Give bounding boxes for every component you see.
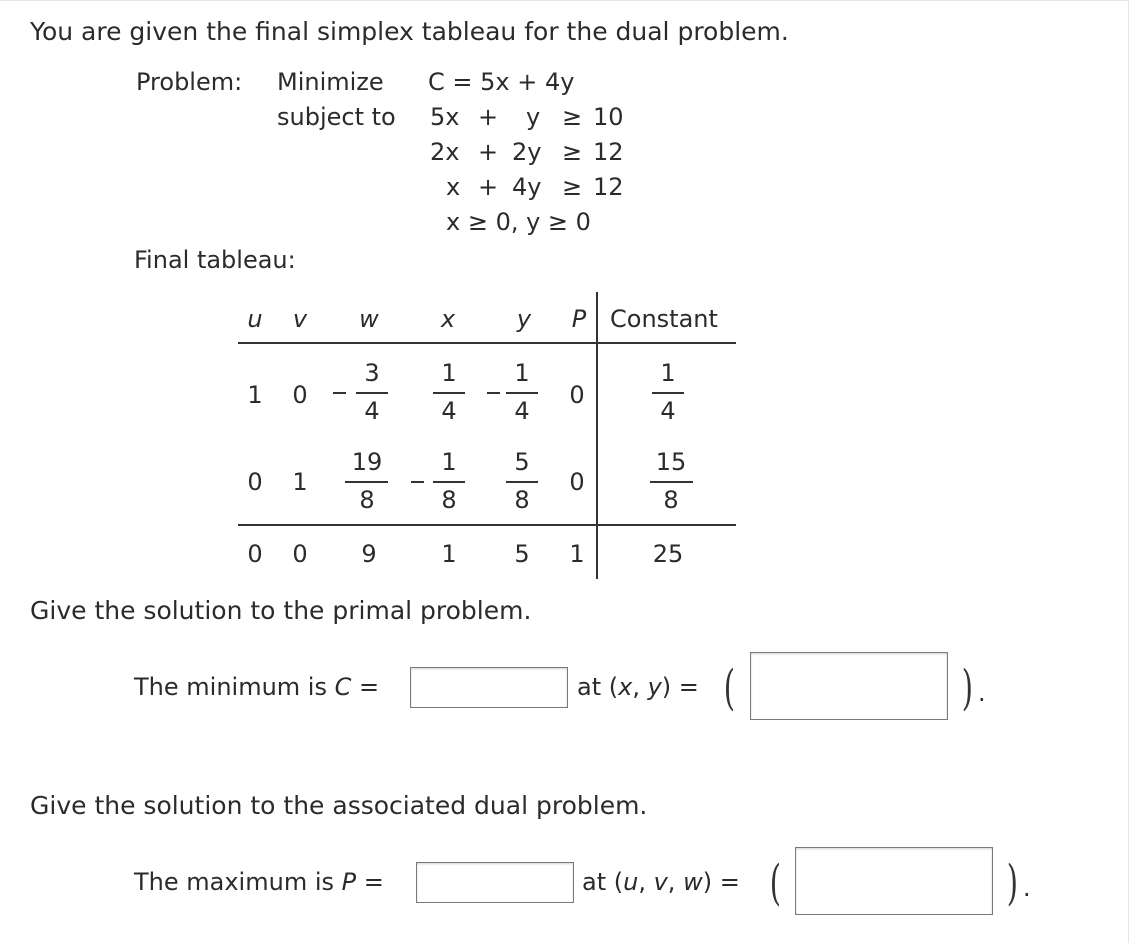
primal-point-input[interactable] xyxy=(750,652,948,720)
header-constant: Constant xyxy=(610,305,718,333)
r3-v: 0 xyxy=(292,540,308,568)
intro-text: You are given the final simplex tableau for the dual problem. xyxy=(30,17,789,46)
primal-left-paren: ( xyxy=(723,660,735,716)
minimum-label: The minimum is C = xyxy=(134,673,380,701)
dual-right-paren: ) xyxy=(1006,855,1018,911)
dual-prompt: Give the solution to the associated dual problem. xyxy=(30,791,648,820)
r2-u: 0 xyxy=(247,468,263,496)
problem-label: Problem: xyxy=(136,68,243,96)
r3-u: 0 xyxy=(247,540,263,568)
r1-p: 0 xyxy=(569,381,585,409)
r3-x: 1 xyxy=(441,540,457,568)
header-v: v xyxy=(292,305,308,333)
tableau-objective-rule xyxy=(238,524,736,526)
tableau-header-rule xyxy=(238,342,736,344)
minimize-word: Minimize xyxy=(277,68,384,96)
r2-p: 0 xyxy=(569,468,585,496)
header-y: y xyxy=(516,305,532,333)
dual-left-paren: ( xyxy=(769,855,781,911)
primal-period: . xyxy=(978,679,986,707)
constraint-4: x ≥ 0, y ≥ 0 xyxy=(446,208,591,236)
header-w: w xyxy=(359,305,379,333)
dual-at-label: at (u, v, w) = xyxy=(582,868,740,896)
r2-v: 1 xyxy=(292,468,308,496)
maximum-p-input[interactable] xyxy=(416,862,574,903)
objective-function: C = 5x + 4y xyxy=(428,68,575,96)
dual-period: . xyxy=(1023,874,1031,902)
primal-prompt: Give the solution to the primal problem. xyxy=(30,596,532,625)
subject-to-word: subject to xyxy=(277,103,396,131)
primal-at-label: at (x, y) = xyxy=(577,673,699,701)
header-x: x xyxy=(440,305,456,333)
r3-p: 1 xyxy=(569,540,585,568)
final-tableau-label: Final tableau: xyxy=(134,246,296,274)
maximum-label: The maximum is P = xyxy=(134,868,384,896)
r1-u: 1 xyxy=(247,381,263,409)
r3-w: 9 xyxy=(361,540,377,568)
r3-y: 5 xyxy=(514,540,530,568)
dual-point-input[interactable] xyxy=(795,847,993,915)
r3-constant: 25 xyxy=(652,540,684,568)
minimum-c-input[interactable] xyxy=(410,667,568,708)
primal-right-paren: ) xyxy=(961,660,973,716)
tableau-vertical-rule xyxy=(596,292,598,579)
header-u: u xyxy=(247,305,263,333)
header-p: P xyxy=(571,305,587,333)
r1-v: 0 xyxy=(292,381,308,409)
